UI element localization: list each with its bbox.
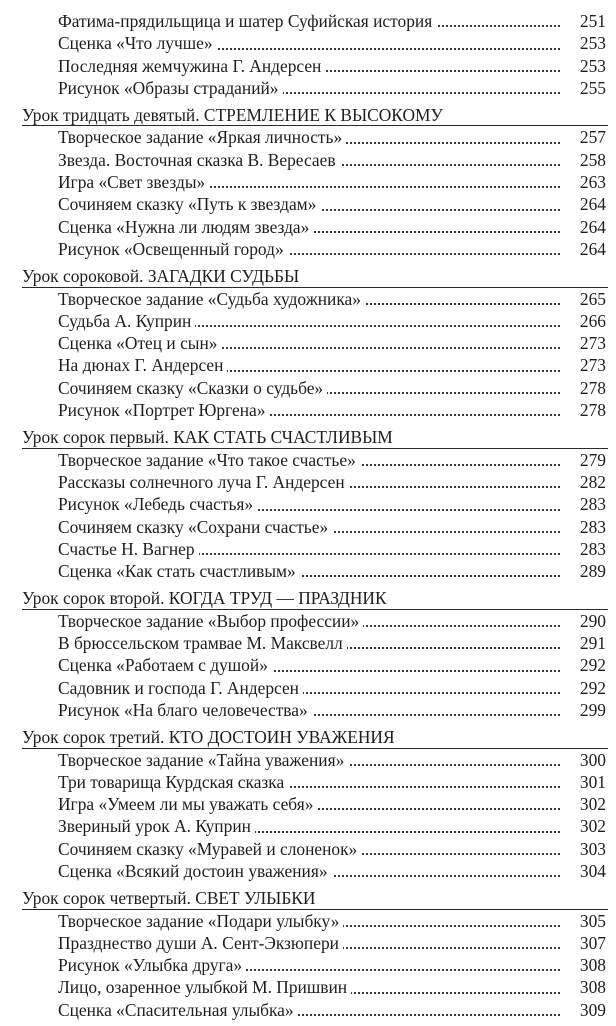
toc-entry (0, 654, 616, 676)
toc-entry (0, 632, 616, 654)
page-number: 283 (562, 538, 606, 560)
toc-entry (0, 516, 616, 538)
entry-title: Рисунок «Лебедь счастья» (58, 493, 257, 515)
entry-title: Рисунок «Образы страданий» (58, 77, 283, 99)
page-number: 304 (562, 860, 606, 882)
page-number: 266 (562, 310, 606, 332)
page-number: 253 (562, 55, 606, 77)
toc-entry (0, 749, 616, 771)
entry-title: Сценка «Всякий достоин уважения» (58, 860, 332, 882)
page-number: 309 (562, 999, 606, 1021)
entry-title: Лицо, озаренное улыбкой М. Пришвин (58, 976, 351, 998)
entry-title: Празднество души А. Сент-Экзюпери (58, 932, 343, 954)
entry-title: Игра «Свет звезды» (58, 171, 209, 193)
entry-title: Судьба А. Куприн (58, 310, 195, 332)
toc-entry (0, 10, 616, 32)
lesson-heading (0, 426, 616, 448)
page-number: 308 (562, 954, 606, 976)
page-number: 300 (562, 749, 606, 771)
page-number: 289 (562, 560, 606, 582)
lesson-title: Урок сорок четвертый. СВЕТ УЛЫБКИ (22, 888, 316, 909)
page-number: 299 (562, 699, 606, 721)
entry-title: Звериный урок А. Куприн (58, 815, 255, 837)
lesson-title: Урок сороковой. ЗАГАДКИ СУДЬБЫ (22, 266, 300, 287)
toc-entry (0, 677, 616, 699)
page-number: 251 (562, 10, 606, 32)
toc-section (0, 10, 616, 99)
toc-entry (0, 493, 616, 515)
entry-title: Рисунок «Портрет Юргена» (58, 399, 269, 421)
entry-title: Сочиняем сказку «Путь к звездам» (58, 193, 320, 215)
toc-section (0, 887, 616, 1021)
entry-title: На дюнах Г. Андерсен (58, 354, 227, 376)
toc-entry (0, 538, 616, 560)
lesson-heading (0, 104, 616, 126)
toc-section (0, 587, 616, 721)
lesson-title: Урок сорок второй. КОГДА ТРУД — ПРАЗДНИК (22, 588, 387, 609)
toc-entry (0, 77, 616, 99)
page-number: 264 (562, 238, 606, 260)
toc-entry (0, 332, 616, 354)
page-number: 302 (562, 815, 606, 837)
page-number: 273 (562, 332, 606, 354)
toc-entry (0, 954, 616, 976)
entry-title: Сценка «Отец и сын» (58, 332, 221, 354)
toc-entry (0, 377, 616, 399)
page-number: 279 (562, 449, 606, 471)
entry-title: Сочиняем сказку «Сказки о судьбе» (58, 377, 327, 399)
entry-title: Сочиняем сказку «Сохрани счастье» (58, 516, 332, 538)
entry-title: Творческое задание «Судьба художника» (58, 288, 365, 310)
toc-entry (0, 193, 616, 215)
toc-entry (0, 860, 616, 882)
toc-entry (0, 815, 616, 837)
entry-title: Творческое задание «Подари улыбку» (58, 910, 343, 932)
page-number: 273 (562, 354, 606, 376)
page-number: 278 (562, 377, 606, 399)
toc-entry (0, 171, 616, 193)
toc-entry (0, 354, 616, 376)
entry-title: Последняя жемчужина Г. Андерсен (58, 55, 325, 77)
entry-title: Сочиняем сказку «Муравей и слоненок» (58, 838, 361, 860)
lesson-title: Урок тридцать девятый. СТРЕМЛЕНИЕ К ВЫСОКОМУ (22, 105, 443, 126)
toc-entry (0, 932, 616, 954)
lesson-heading (0, 587, 616, 609)
page-number: 283 (562, 493, 606, 515)
toc-entry (0, 288, 616, 310)
entry-title: В брюссельском трамвае М. Максвелл (58, 632, 347, 654)
toc-entry (0, 999, 616, 1021)
page-number: 301 (562, 771, 606, 793)
toc-entry (0, 838, 616, 860)
toc-entry (0, 216, 616, 238)
lesson-heading (0, 726, 616, 748)
entry-title: Творческое задание «Яркая личность» (58, 126, 346, 148)
toc-section (0, 104, 616, 260)
page-number: 258 (562, 149, 606, 171)
page-number: 265 (562, 288, 606, 310)
toc-entry (0, 449, 616, 471)
lesson-title: Урок сорок третий. КТО ДОСТОИН УВАЖЕНИЯ (22, 727, 395, 748)
entry-title: Сценка «Спасительная улыбка» (58, 999, 298, 1021)
lesson-heading (0, 887, 616, 909)
toc-entry (0, 910, 616, 932)
entry-title: Сценка «Работаем с душой» (58, 654, 272, 676)
page-number: 290 (562, 610, 606, 632)
entry-title: Рассказы солнечного луча Г. Андерсен (58, 471, 349, 493)
page-number: 253 (562, 32, 606, 54)
page-number: 255 (562, 77, 606, 99)
entry-title: Садовник и господа Г. Андерсен (58, 677, 303, 699)
page-number: 308 (562, 976, 606, 998)
toc-entry (0, 699, 616, 721)
table-of-contents (0, 10, 616, 1026)
entry-title: Сценка «Что лучше» (58, 32, 217, 54)
page-number: 291 (562, 632, 606, 654)
entry-title: Рисунок «Освещенный город» (58, 238, 288, 260)
page-number: 283 (562, 516, 606, 538)
page-number: 282 (562, 471, 606, 493)
toc-entry (0, 126, 616, 148)
entry-title: Творческое задание «Выбор профессии» (58, 610, 363, 632)
lesson-heading (0, 265, 616, 287)
page-number: 263 (562, 171, 606, 193)
page-number: 292 (562, 677, 606, 699)
page-number: 302 (562, 793, 606, 815)
entry-title: Фатима-прядильщица и шатер Суфийская история (58, 10, 436, 32)
toc-entry (0, 55, 616, 77)
toc-entry (0, 976, 616, 998)
lesson-title: Урок сорок первый. КАК СТАТЬ СЧАСТЛИВЫМ (22, 427, 393, 448)
entry-title: Три товарища Курдская сказка (58, 771, 288, 793)
entry-title: Игра «Умеем ли мы уважать себя» (58, 793, 317, 815)
entry-title: Творческое задание «Что такое счастье» (58, 449, 360, 471)
entry-title: Сценка «Как стать счастливым» (58, 560, 300, 582)
toc-section (0, 726, 616, 882)
entry-title: Творческое задание «Тайна уважения» (58, 749, 348, 771)
toc-entry (0, 149, 616, 171)
entry-title: Счастье Н. Вагнер (58, 538, 199, 560)
entry-title: Рисунок «На благо человечества» (58, 699, 312, 721)
toc-entry (0, 399, 616, 421)
page-number: 264 (562, 193, 606, 215)
toc-entry (0, 471, 616, 493)
page-number: 264 (562, 216, 606, 238)
page-number: 278 (562, 399, 606, 421)
page-number: 292 (562, 654, 606, 676)
toc-entry (0, 793, 616, 815)
toc-entry (0, 560, 616, 582)
page-number: 305 (562, 910, 606, 932)
toc-entry (0, 32, 616, 54)
toc-section (0, 265, 616, 421)
page-number: 257 (562, 126, 606, 148)
entry-title: Рисунок «Улыбка друга» (58, 954, 246, 976)
toc-entry (0, 771, 616, 793)
page-number: 307 (562, 932, 606, 954)
toc-entry (0, 238, 616, 260)
entry-title: Звезда. Восточная сказка В. Вересаев (58, 149, 340, 171)
toc-entry (0, 610, 616, 632)
toc-section (0, 426, 616, 582)
toc-entry (0, 310, 616, 332)
entry-title: Сценка «Нужна ли людям звезда» (58, 216, 313, 238)
page-number: 303 (562, 838, 606, 860)
